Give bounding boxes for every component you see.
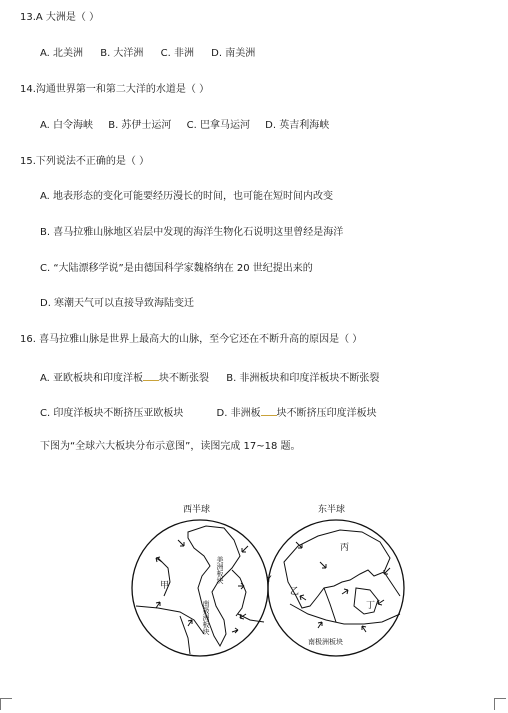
- west-hemisphere-circle: [132, 520, 268, 656]
- label-ding: 丁: [366, 601, 376, 611]
- label-jia: 甲: [160, 581, 170, 591]
- question-14-stem: 14.沟通世界第一和第二大洋的水道是（ ）: [20, 84, 210, 95]
- label-americas-plate: 美洲板块: [216, 556, 224, 584]
- q14-option-b: B. 苏伊士运河: [108, 120, 172, 131]
- east-boundary-line-2: [324, 588, 336, 622]
- q15-option-d: D. 寒潮天气可以直接导致海陆变迁: [40, 298, 195, 309]
- q15-option-b: B. 喜马拉雅山脉地区岩层中发现的海洋生物化石说明这里曾经是海洋: [40, 227, 344, 238]
- q16-option-d-post: 块不断挤压印度洋板块: [276, 408, 377, 419]
- question-15-stem: 15.下列说法不正确的是（ ）: [20, 156, 150, 167]
- label-antarctic-plate-west: 南极洲板块: [202, 600, 210, 635]
- figure-intro: 下图为“全球六大板块分布示意图”，读图完成 17~18 题。: [40, 441, 301, 452]
- q15-option-c: C. “大陆漂移学说”是由德国科学家魏格纳在 20 世纪提出来的: [40, 263, 313, 274]
- crop-mark-left-vertical: [0, 698, 1, 710]
- label-antarctic-plate-east: 南极洲板块: [308, 638, 343, 646]
- q14-option-a: A. 白令海峡: [40, 120, 94, 131]
- q16-option-a-post: 块不断张裂: [159, 373, 210, 384]
- question-14-options: [40, 120, 329, 132]
- q14-option-d: D. 英吉利海峡: [265, 120, 330, 131]
- question-13-stem: 13.A 大洲是（ ）: [20, 12, 100, 23]
- east-hemisphere-circle: [268, 520, 404, 656]
- q13-option-a: A. 北美洲: [40, 48, 84, 59]
- q16-option-d: [217, 405, 377, 420]
- q14-option-c: C. 巴拿马运河: [186, 120, 250, 131]
- q15-option-a: A. 地表形态的变化可能要经历漫长的时间，也可能在短时间内改变: [40, 191, 334, 202]
- q16-option-c: C. 印度洋板块不断挤压亚欧板块: [40, 408, 184, 419]
- question-16-stem: 16. 喜马拉雅山脉是世界上最高大的山脉，至今它还在不断升高的原因是（ ）: [20, 334, 363, 345]
- q16-option-d-underline: [261, 405, 277, 416]
- q13-option-b: B. 大洋洲: [100, 48, 144, 59]
- q13-option-d: D. 南美洲: [211, 48, 256, 59]
- question-16-options-ab: [40, 370, 379, 385]
- q13-option-c: C. 非洲: [160, 48, 194, 59]
- label-bing: 丙: [340, 543, 350, 553]
- east-boundary-line-3: [384, 572, 400, 596]
- east-motion-arrows: [296, 542, 390, 632]
- crop-mark-right-horizontal: [494, 698, 506, 699]
- q16-option-a-pre: A. 亚欧板块和印度洋板: [40, 373, 144, 384]
- q16-option-a-underline: [143, 370, 159, 381]
- label-yi: 乙: [290, 587, 300, 597]
- crop-mark-left-horizontal: [0, 698, 12, 699]
- q16-option-a: [40, 370, 209, 385]
- west-continent-outline: [188, 526, 240, 646]
- question-16-options-cd: [40, 405, 377, 420]
- west-hemisphere-title: 西半球: [183, 505, 211, 515]
- q16-option-b: B. 非洲板块和印度洋板块不断张裂: [226, 373, 380, 384]
- label-y: Y: [266, 575, 272, 585]
- west-boundary-line-1: [232, 570, 246, 616]
- east-hemisphere-title: 东半球: [318, 505, 346, 515]
- q16-option-d-pre: D. 非洲板: [216, 408, 261, 419]
- question-13-options: [40, 48, 255, 60]
- west-boundary-line-5: [180, 616, 190, 654]
- plate-map-figure: [128, 496, 414, 666]
- crop-mark-right-vertical: [494, 698, 495, 710]
